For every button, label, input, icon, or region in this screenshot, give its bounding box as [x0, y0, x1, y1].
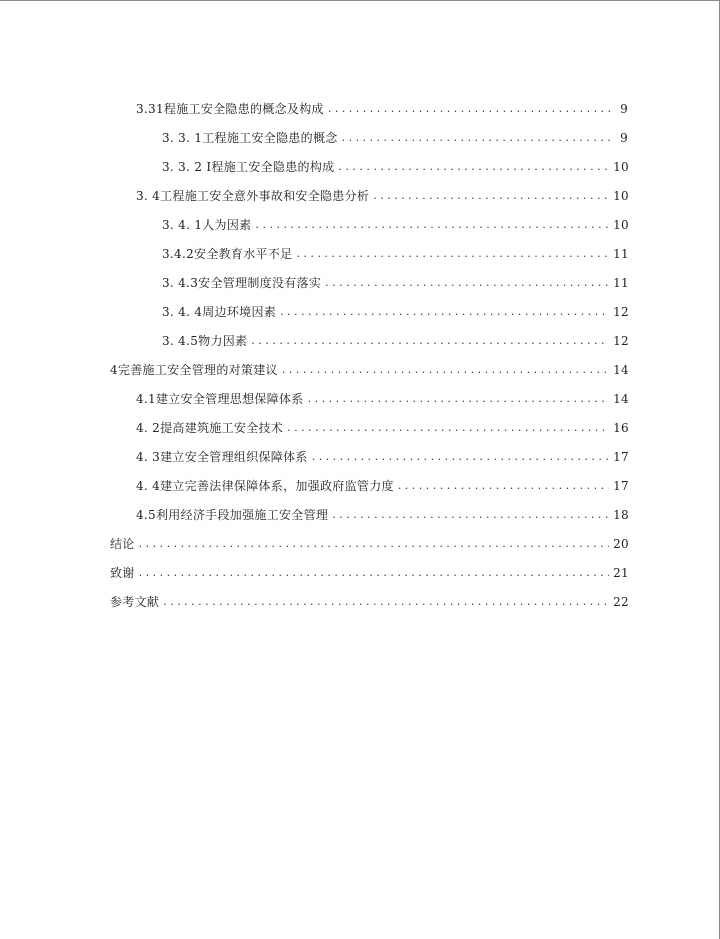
- toc-entry: [136, 445, 629, 469]
- toc-entry: [110, 532, 629, 556]
- toc-entry-title: 4完善施工安全管理的对策建议: [110, 363, 278, 377]
- toc-entry: [162, 329, 629, 353]
- toc-dot-leader: [163, 590, 609, 614]
- toc-dot-leader: [328, 97, 612, 121]
- toc-entry-page: 18: [613, 508, 629, 522]
- toc-entry-page: 10: [613, 218, 629, 232]
- toc-entry-title: 4.1建立安全管理思想保障体系: [136, 392, 304, 406]
- toc-entry-title: 3.4.2安全教育水平不足: [162, 247, 293, 261]
- toc-dot-leader: [255, 213, 609, 237]
- toc-entry: [136, 416, 629, 440]
- toc-entry-title: 3. 4.3安全管理制度没有落实: [162, 276, 322, 290]
- toc-entry-page: 22: [613, 595, 629, 609]
- toc-entry-title: 3. 4. 1人为因素: [162, 218, 252, 232]
- toc-entry: [162, 213, 629, 237]
- toc-entry-page: 9: [620, 102, 628, 116]
- toc-entry: [136, 474, 629, 498]
- toc-entry: [162, 300, 629, 324]
- toc-entry-page: 11: [613, 247, 629, 261]
- toc-entry-title: 3. 3. 2 I程施工安全隐患的构成: [162, 160, 335, 174]
- toc-dot-leader: [282, 358, 609, 382]
- toc-entry: [136, 387, 629, 411]
- toc-entry-page: 17: [613, 450, 629, 464]
- toc-entry-title: 4.5利用经济手段加强施工安全管理: [136, 508, 329, 522]
- toc-dot-leader: [139, 561, 610, 585]
- toc-entry: [162, 126, 628, 150]
- toc-entry-page: 10: [613, 189, 629, 203]
- toc-entry-title: 4. 3建立安全管理组织保障体系: [136, 450, 308, 464]
- toc-entry: [110, 561, 629, 585]
- toc-dot-leader: [312, 445, 609, 469]
- toc-entry-title: 致谢: [110, 566, 135, 580]
- toc-entry-page: 14: [613, 363, 629, 377]
- toc-entry-title: 3. 4. 4周边环境因素: [162, 305, 277, 319]
- toc-dot-leader: [338, 155, 609, 179]
- toc-entry-page: 17: [613, 479, 629, 493]
- toc-entry: [110, 590, 629, 614]
- toc-entry-page: 9: [620, 131, 628, 145]
- toc-entry-title: 4. 2提高建筑施工安全技术: [136, 421, 284, 435]
- toc-dot-leader: [342, 126, 612, 150]
- toc-dot-leader: [287, 416, 609, 440]
- toc-dot-leader: [280, 300, 609, 324]
- toc-dot-leader: [373, 184, 609, 208]
- toc-entry: [136, 97, 628, 121]
- toc-entry-page: 10: [613, 160, 629, 174]
- toc-entry: [136, 503, 629, 527]
- toc-dot-leader: [398, 474, 609, 498]
- toc-entry-page: 14: [613, 392, 629, 406]
- toc-entry-title: 4. 4建立完善法律保障体系，加强政府监管力度: [136, 479, 394, 493]
- toc-entry-page: 21: [613, 566, 629, 580]
- toc-entry-title: 3. 4工程施工安全意外事故和安全隐患分析: [136, 189, 370, 203]
- toc-entry: [136, 184, 629, 208]
- toc-dot-leader: [332, 503, 609, 527]
- toc-entry-title: 3. 3. 1工程施工安全隐患的概念: [162, 131, 338, 145]
- toc-entry-page: 11: [613, 276, 629, 290]
- toc-dot-leader: [325, 271, 609, 295]
- toc-entry-page: 20: [613, 537, 629, 551]
- toc-entry-page: 16: [613, 421, 629, 435]
- toc-entry-title: 结论: [110, 537, 135, 551]
- toc-dot-leader: [308, 387, 610, 411]
- toc-entry-title: 参考文献: [110, 595, 160, 609]
- toc-dot-leader: [296, 242, 609, 266]
- toc-entry: [162, 271, 629, 295]
- toc-entry: [162, 155, 629, 179]
- toc-dot-leader: [139, 532, 610, 556]
- toc-entry-page: 12: [613, 334, 629, 348]
- toc-entry-title: 3. 4.5物力因素: [162, 334, 248, 348]
- toc-entry-page: 12: [613, 305, 629, 319]
- toc-entry: [162, 242, 629, 266]
- toc-entry: [110, 358, 629, 382]
- toc-entry-title: 3.31程施工安全隐患的概念及构成: [136, 102, 324, 116]
- toc-dot-leader: [251, 329, 609, 353]
